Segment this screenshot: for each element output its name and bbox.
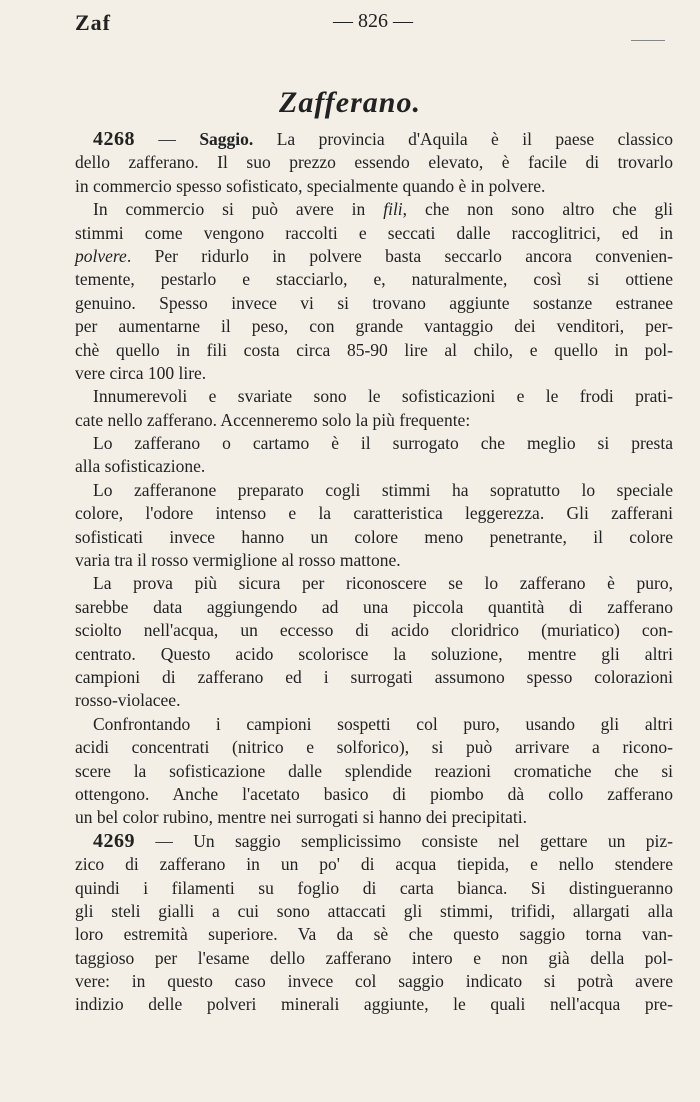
text-line: in commercio spesso sofisticato, specialmente quando è in polvere. bbox=[75, 175, 546, 196]
text-line: cate nello zafferano. Accenneremo solo la più frequente: bbox=[75, 409, 471, 430]
text-line: centrato. Questo acido scolorisce la soluzione, mentre gli altri bbox=[75, 643, 673, 664]
text-line: un bel color rubino, mentre nei surrogati si hanno dei precipitati. bbox=[75, 807, 527, 828]
text-line: acidi concentrati (nitrico e solforico), si può arrivare a ricono- bbox=[75, 737, 673, 758]
text-line: La prova più sicura per riconoscere se lo zafferano è puro, bbox=[93, 573, 673, 594]
entry-dash: — bbox=[135, 830, 194, 851]
text-line: ottengono. Anche l'acetato basico di piombo dà collo zafferano bbox=[75, 783, 673, 804]
text-line: stimmi come vengono raccolti e seccati dalle raccoglitrici, ed in bbox=[75, 222, 673, 243]
section-title: Zafferano. bbox=[279, 86, 421, 119]
text-line: temente, pestarlo e stacciarlo, e, naturalmente, così si ottiene bbox=[75, 269, 673, 290]
text-span: La provincia d'Aquila è il paese classico bbox=[253, 129, 674, 149]
text-line bbox=[75, 198, 673, 221]
text-line: indizio delle polveri minerali aggiunte, le quali nell'acqua pre- bbox=[75, 994, 673, 1015]
text-line: gli steli gialli a cui sono attaccati gli stimmi, trifidi, allargati alla bbox=[75, 900, 673, 921]
text-span: , che non sono altro che gli bbox=[402, 199, 673, 220]
text-line: sarebbe data aggiungendo ad una piccola quantità di zafferano bbox=[75, 596, 673, 617]
italic-term: fili bbox=[383, 199, 403, 220]
text-line: taggioso per l'esame dello zafferano intero e non già della pol- bbox=[75, 947, 673, 968]
page-number: — 826 — bbox=[333, 10, 413, 32]
text-line: rosso-violacee. bbox=[75, 690, 181, 711]
text-line: chè quello in fili costa circa 85-90 lire al chilo, e quello in pol- bbox=[75, 339, 673, 360]
text-line: scere la sofisticazione dalle splendide reazioni cromatiche che si bbox=[75, 760, 673, 781]
text-line: zico di zafferano in un po' di acqua tiepida, e nello stendere bbox=[75, 854, 673, 875]
text-line: campioni di zafferano ed i surrogati assumono spesso colorazioni bbox=[75, 666, 673, 687]
text-line: Lo zafferanone preparato cogli stimmi ha sopratutto lo speciale bbox=[93, 479, 673, 500]
text-line: Innumerevoli e svariate sono le sofisticazioni e le frodi prati- bbox=[93, 386, 673, 407]
entry-number: 4269 bbox=[93, 829, 135, 852]
text-line: vere: in questo caso invece col saggio indicato si potrà avere bbox=[75, 971, 673, 992]
text-line bbox=[75, 830, 673, 853]
text-line: varia tra il rosso vermiglione al rosso mattone. bbox=[75, 550, 401, 571]
text-line: Confrontando i campioni sospetti col puro, usando gli altri bbox=[93, 713, 673, 734]
text-line: colore, l'odore intenso e la caratteristica leggerezza. Gli zafferani bbox=[75, 503, 673, 524]
text-span: . Per ridurlo in polvere basta seccarlo ancora convenien- bbox=[126, 245, 673, 266]
entry-number: 4268 bbox=[93, 128, 135, 150]
text-line: dello zafferano. Il suo prezzo essendo elevato, è facile di trovarlo bbox=[75, 152, 673, 173]
italic-term: polvere bbox=[75, 245, 127, 266]
text-line: sofisticati invece hanno un colore meno penetrante, il colore bbox=[75, 526, 673, 547]
entry-dash: — bbox=[135, 129, 200, 149]
text-line: sciolto nell'acqua, un eccesso di acido cloridrico (muriatico) con- bbox=[75, 620, 673, 641]
page-header bbox=[75, 10, 665, 40]
text-line bbox=[75, 245, 673, 268]
text-line: loro estremità superiore. Va da sè che questo saggio torna van- bbox=[75, 924, 673, 945]
text-line: Lo zafferano o cartamo è il surrogato che meglio si presta bbox=[93, 433, 673, 454]
text-line bbox=[75, 128, 673, 151]
text-line: per aumentarne il peso, con grande vantaggio dei venditori, per- bbox=[75, 316, 673, 337]
text-line: genuino. Spesso invece vi si trovano aggiunte sostanze estranee bbox=[75, 292, 673, 313]
text-span: Un saggio semplicissimo consiste nel gettare un piz- bbox=[193, 830, 673, 851]
running-head: Zaf bbox=[75, 10, 111, 35]
text-line: alla sofisticazione. bbox=[75, 456, 206, 477]
entry-label: Saggio. bbox=[199, 129, 254, 149]
header-rule bbox=[631, 40, 665, 41]
text-span: In commercio si può avere in bbox=[93, 199, 384, 220]
body-text bbox=[75, 128, 673, 1017]
text-line: quindi i filamenti su foglio di carta bianca. Si distingueranno bbox=[75, 877, 673, 898]
text-line: vere circa 100 lire. bbox=[75, 362, 207, 383]
